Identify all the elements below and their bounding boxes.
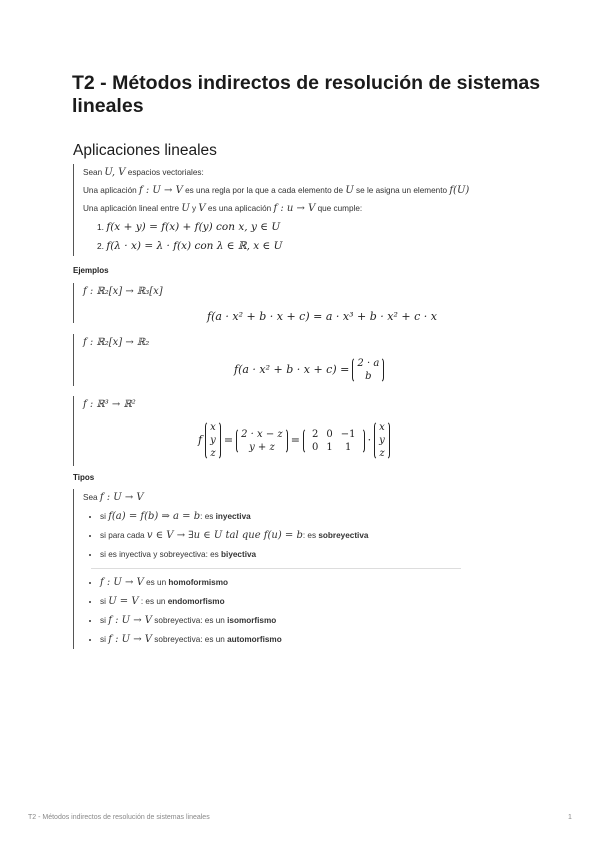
math: U, V (104, 167, 126, 178)
math: f(λ · x) = λ · f(x) (106, 240, 192, 252)
example-1 (73, 283, 163, 323)
section-heading: Aplicaciones lineales (73, 142, 217, 159)
definition-block (73, 164, 469, 256)
list-item: 2. f(λ · x) = λ · f(x) con λ ∈ ℝ, x ∈ U (97, 240, 283, 252)
vector: x y z (205, 421, 221, 460)
tipos-list-1 (83, 507, 461, 564)
vector: x y z (374, 421, 390, 460)
vector: 2 · x − z y + z (236, 428, 288, 454)
tipos-intro: Sea f : U → V (83, 492, 144, 503)
matrix: 2 0 −1 0 1 1 (303, 428, 365, 454)
page-title: T2 - Métodos indirectos de resolución de sistemas lineales (72, 72, 541, 117)
list-item: • si para cada v ∈ V → ∃u ∈ U tal que f(u) = b: es sobreyectiva (100, 526, 461, 545)
list-item: • si f : U → V sobreyectiva: es un isomorfismo (100, 611, 461, 630)
example-2 (73, 334, 149, 386)
example-3-equation: f x y z = 2 · x − z y + z = 2 0 −1 0 1 1 · x y z (198, 421, 390, 460)
definition-line-3: Una aplicación lineal entre U y V es una aplicación f : u → V que cumple: (83, 203, 363, 214)
list-item: • si es inyectiva y sobreyectiva: es biyectiva (100, 545, 461, 564)
math: V (198, 203, 206, 214)
example-1-equation: f(a · x² + b · x + c) = a · x³ + b · x² + c · x (207, 310, 437, 323)
example-map: f : ℝ³ → ℝ² (83, 399, 136, 410)
example-map: f : ℝ₂[x] → ℝ₃[x] (83, 286, 163, 297)
ejemplos-heading: Ejemplos (73, 266, 109, 275)
example-2-equation: f(a · x² + b · x + c) = 2 · a b (234, 357, 384, 383)
list-item: • f : U → V es un homoformismo (100, 573, 461, 592)
tipos-block (73, 489, 461, 649)
math: f(x + y) = f(x) + f(y) (106, 221, 213, 233)
footer-title: T2 - Métodos indirectos de resolución de sistemas lineales (28, 814, 210, 821)
math: f(U) (449, 185, 470, 196)
math: f : u → V (273, 203, 316, 214)
list-item: 1. f(x + y) = f(x) + f(y) con x, y ∈ U (97, 221, 281, 233)
example-map: f : ℝ₂[x] → ℝ₂ (83, 337, 150, 348)
vector: 2 · a b (352, 357, 384, 383)
math: f : U → V (138, 185, 183, 196)
divider (91, 568, 461, 569)
tipos-heading: Tipos (73, 473, 95, 482)
page-number: 1 (568, 814, 572, 821)
tipos-list-2 (83, 573, 461, 649)
math: U (345, 185, 354, 196)
list-item: • si f : U → V sobreyectiva: es un automorfismo (100, 630, 461, 649)
example-3 (73, 396, 136, 466)
definition-line-1: Sean U, V espacios vectoriales: (83, 167, 204, 178)
list-item: • si U = V : es un endomorfismo (100, 592, 461, 611)
properties-list (83, 218, 469, 256)
definition-line-2: Una aplicación f : U → V es una regla por la que a cada elemento de U se le asigna un elemento f(U) (83, 185, 470, 196)
math: U (181, 203, 190, 214)
list-item: • si f(a) = f(b) ⇒ a = b: es inyectiva (100, 507, 461, 526)
